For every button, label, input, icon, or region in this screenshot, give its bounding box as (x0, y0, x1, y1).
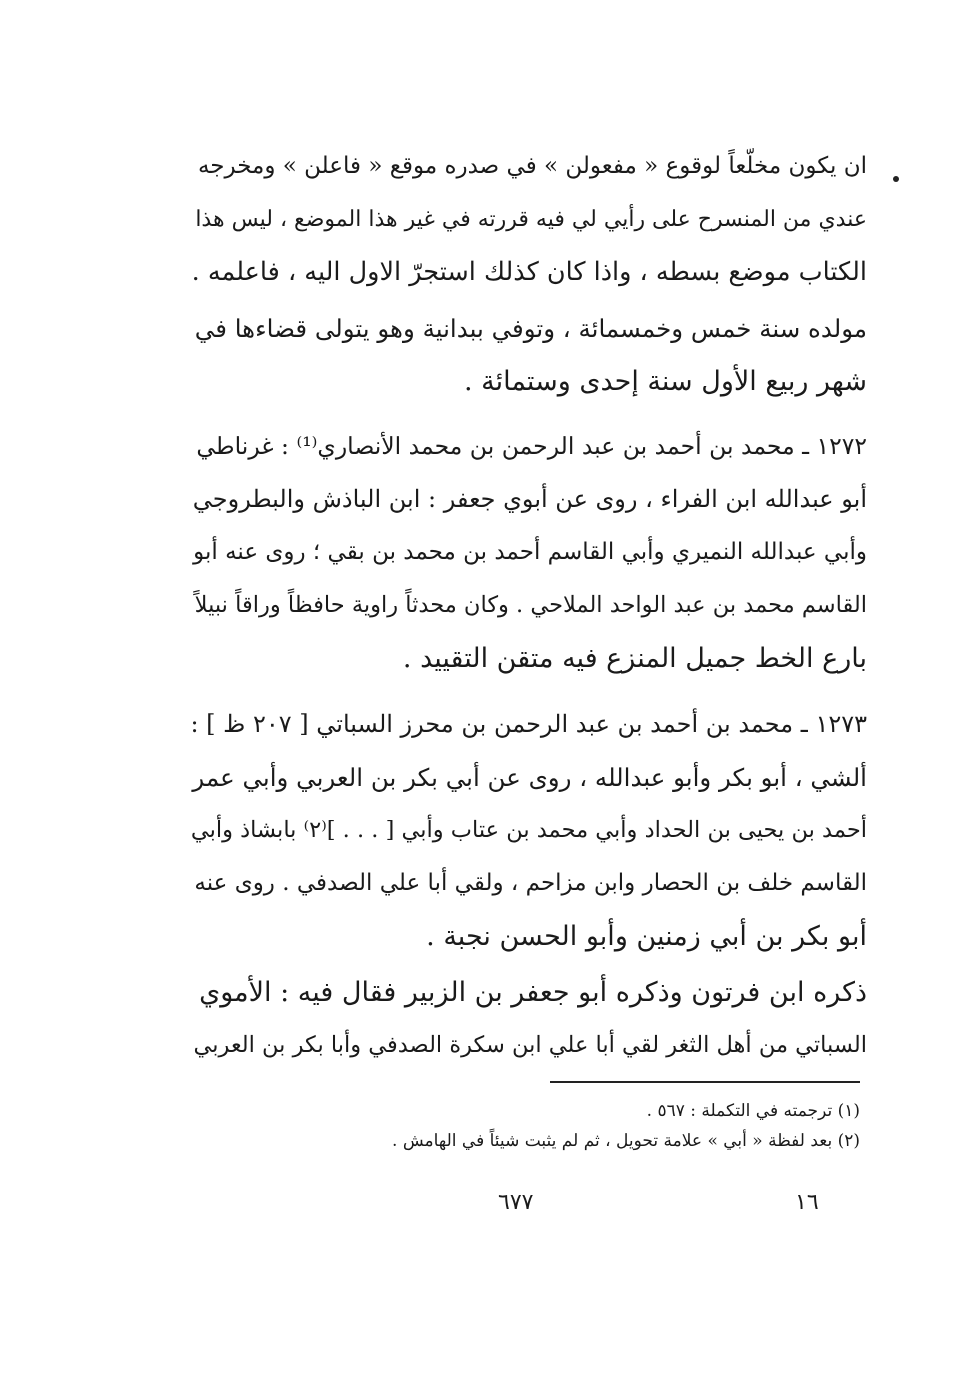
text-line: أحمد بن يحيى بن الحداد وأبي محمد بن عتاب وأبي [ . . . ]⁽٢⁾ بابشاذ وأبي (190, 817, 867, 843)
text-line: الكتاب موضع بسطه ، واذا كان كذلك استجرّ الاول اليه ، فاعلمه . (191, 257, 867, 287)
text-line: مولده سنة خمس وخمسمائة ، وتوفي ببدانية وهو يتولى قضاءها في (194, 314, 867, 343)
text-line: أبو بكر بن أبي زمنين وأبو الحسن نجبة . (426, 921, 867, 952)
text-line: القاسم محمد بن عبد الواحد الملاحي . وكان محدثاً راوية حافظاً وراقاً نبيلاً (194, 592, 867, 618)
footnote-1: (١) ترجمته في التكملة : ٥٦٧ . (646, 1101, 860, 1121)
text-line: بارع الخط جميل المنزع فيه متقن التقييد . (402, 643, 867, 674)
margin-bullet (893, 176, 899, 182)
text-line: عندي من المنسرح على رأيي لي فيه قررته في غير هذا الموضع ، ليس هذا (195, 207, 867, 232)
text-line: وأبي عبدالله النميري وأبي القاسم أحمد بن محمد بن بقي ؛ روى عنه أبو (193, 539, 867, 565)
text-line: ذكره ابن فرتون وذكره أبو جعفر بن الزبير فقال فيه : الأموي (199, 977, 867, 1008)
entry-heading-line: ١٢٧٣ ـ محمد بن أحمد بن عبد الرحمن بن محرز السباتي [ ٢٠٧ ظ ] : (190, 710, 867, 738)
signature-mark: ١٦ (795, 1190, 819, 1215)
text-line: القاسم خلف بن الحصار وابن مزاحم ، ولقي أبا علي الصدفي . روى عنه (194, 870, 867, 896)
entry-heading-line: ١٢٧٢ ـ محمد بن أحمد بن عبد الرحمن بن محمد الأنصاري⁽¹⁾ : غرناطي (196, 432, 867, 460)
text-line: أبو عبدالله ابن الفراء ، روى عن أبوي جعفر : ابن الباذش والبطروجي (192, 485, 867, 513)
text-line: شهر ربيع الأول سنة إحدى وستمائة . (463, 366, 867, 397)
text-line: ألشي ، أبو بكر وأبو عبدالله ، روى عن أبي بكر بن العربي وأبي عمر (192, 763, 867, 792)
paragraph-continuation (185, 140, 867, 299)
footnote-2: (٢) بعد لفظة « أبي » علامة تحويل ، ثم لم يثبت شيئاً في الهامش . (392, 1131, 860, 1151)
paragraph-death-date (185, 302, 867, 408)
entry-1272 (185, 420, 867, 685)
paragraph-mention (185, 966, 867, 1072)
footnote-divider (550, 1081, 860, 1083)
page-number: ٦٧٧ (498, 1190, 534, 1215)
entry-1273 (185, 698, 867, 963)
text-line: ان يكون مخلّعاً لوقوع « مفعولن » في صدره موقع « فاعلن » ومخرجه (197, 153, 867, 179)
text-line: السباتي من أهل الثغر لقي أبا علي ابن سكرة الصدفي وأبا بكر بن العربي (193, 1032, 867, 1058)
footnotes (320, 1096, 860, 1156)
